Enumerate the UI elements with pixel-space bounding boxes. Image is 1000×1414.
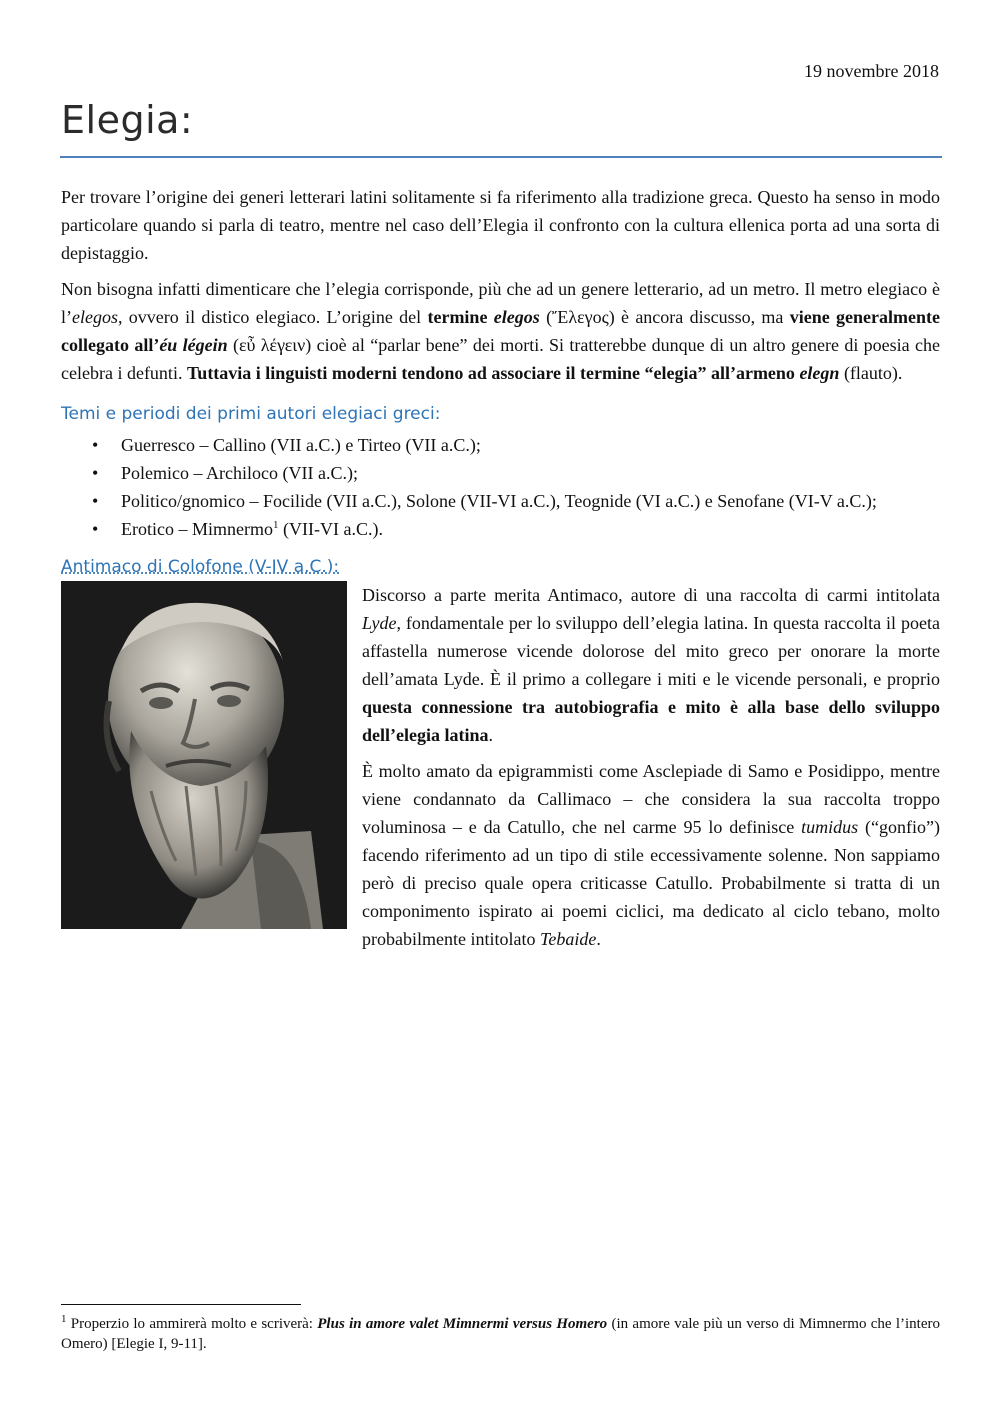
intro-text: Per trovare l’origine dei generi letterari latini solitamente si fa riferimento alla tradizione greca. Questo ha senso in modo particolare quando si parla di teatro, mentre nel caso dell’Elegia il confronto con la cultura ellenica porta ad una sorta di depistaggio. [61,187,940,263]
italic-term: elegos [72,307,118,327]
themes-list [61,431,940,543]
text-run: Non bisogna infatti dimenticare che l’elegia corrisponde, più che ad un genere letterario, ad un metro. Il metro elegiaco è l’ [61,279,940,327]
footnote [61,1314,940,1354]
bold-text: viene generalmente collegato all’ [61,307,940,355]
intro-paragraph [61,183,940,267]
text-run: , ovvero il distico elegiaco. L’origine del [117,307,428,327]
section-heading-antimaco: Antimaco di Colofone (V-IV a.C.): [61,557,340,577]
antimaco-text [362,581,940,953]
footnote-separator [61,1304,301,1305]
antimaco-paragraph-1 [362,581,940,749]
list-item-text: (VII-VI a.C.). [278,519,383,539]
list-item: • Politico/gnomico – Focilide (VII a.C.), Solone (VII-VI a.C.), Teognide (VI a.C.) e Senofane (VI-V a.C.); [121,487,940,515]
text-run: . [596,929,601,949]
text-run: È molto amato da epigrammisti come Asclepiade di Samo e Posidippo, mentre viene condannato da Callimaco – che considera la sua raccolta troppo voluminosa – e da Catullo, che nel carme 95 lo definisce [362,761,940,837]
bold-text: termine [427,307,494,327]
document-body [61,183,940,961]
antimaco-section [61,555,940,953]
italic-title: Lyde [362,613,397,633]
text-run: (in amore vale più un verso di Mimnermo che l’intero Omero) [Elegie I, 9-11]. [61,1316,940,1352]
text-run: Properzio lo ammirerà molto e scriverà: [66,1316,318,1332]
antimaco-paragraph-2 [362,757,940,953]
list-item: • Polemico – Archiloco (VII a.C.); [121,459,940,487]
bold-text: Tuttavia i linguisti moderni tendono ad associare il termine “elegia” all’armeno [186,363,800,383]
title-underline [60,156,942,158]
text-run: Discorso a parte merita Antimaco, autore di una raccolta di carmi intitolata [362,585,940,605]
bold-italic-term: éu légein [159,335,228,355]
text-run: (εὖ λέγειν) cioè al “parlar bene” dei morti. Si tratterebbe dunque di un altro genere di poesia che celebra i defunti. [61,335,940,383]
page-title: Elegia: [61,98,194,142]
document-date: 19 novembre 2018 [804,61,939,81]
bold-italic-term: elegos [493,307,540,327]
footnote-ref[interactable]: 1 [272,519,279,531]
list-item: • Guerresco – Callino (VII a.C.) e Tirteo (VII a.C.); [121,431,940,459]
text-run: . [488,725,493,745]
text-run: (flauto). [839,363,903,383]
text-run: (Ἔλεγος) è ancora discusso, ma [539,307,790,327]
latin-quote: Plus in amore valet Mimnermi versus Homero [317,1316,608,1332]
list-item [121,515,940,543]
italic-title: Tebaide [539,929,597,949]
bold-text: questa connessione tra autobiografia e mito è alla base dello sviluppo dell’elegia latina [362,697,940,745]
footnote-number: 1 [61,1313,67,1325]
antimaco-bust-image [61,581,347,929]
bold-italic-term: elegn [799,363,840,383]
bust-illustration [61,581,347,929]
text-run: , fondamentale per lo sviluppo dell’elegia latina. In questa raccolta il poeta affastella numerose vicende dolorose del mito greco per onorare la morte dell’amata Lyde. È il primo a collegare i miti e le vicende personali, e proprio [362,613,940,689]
etymology-paragraph [61,275,940,387]
section-heading-temi: Temi e periodi dei primi autori elegiaci greci: [61,404,441,424]
text-run: (“gonfio”) facendo riferimento ad un tipo di stile eccessivamente solenne. Non sappiamo però di preciso quale opera criticasse Catullo. Probabilmente si tratta di un componimento ispirato ai poemi ciclici, ma dedicato al ciclo tebano, molto probabilmente intitolato [362,817,941,949]
list-item-text: Erotico – Mimnermo [121,519,273,539]
italic-term: tumidus [801,817,859,837]
